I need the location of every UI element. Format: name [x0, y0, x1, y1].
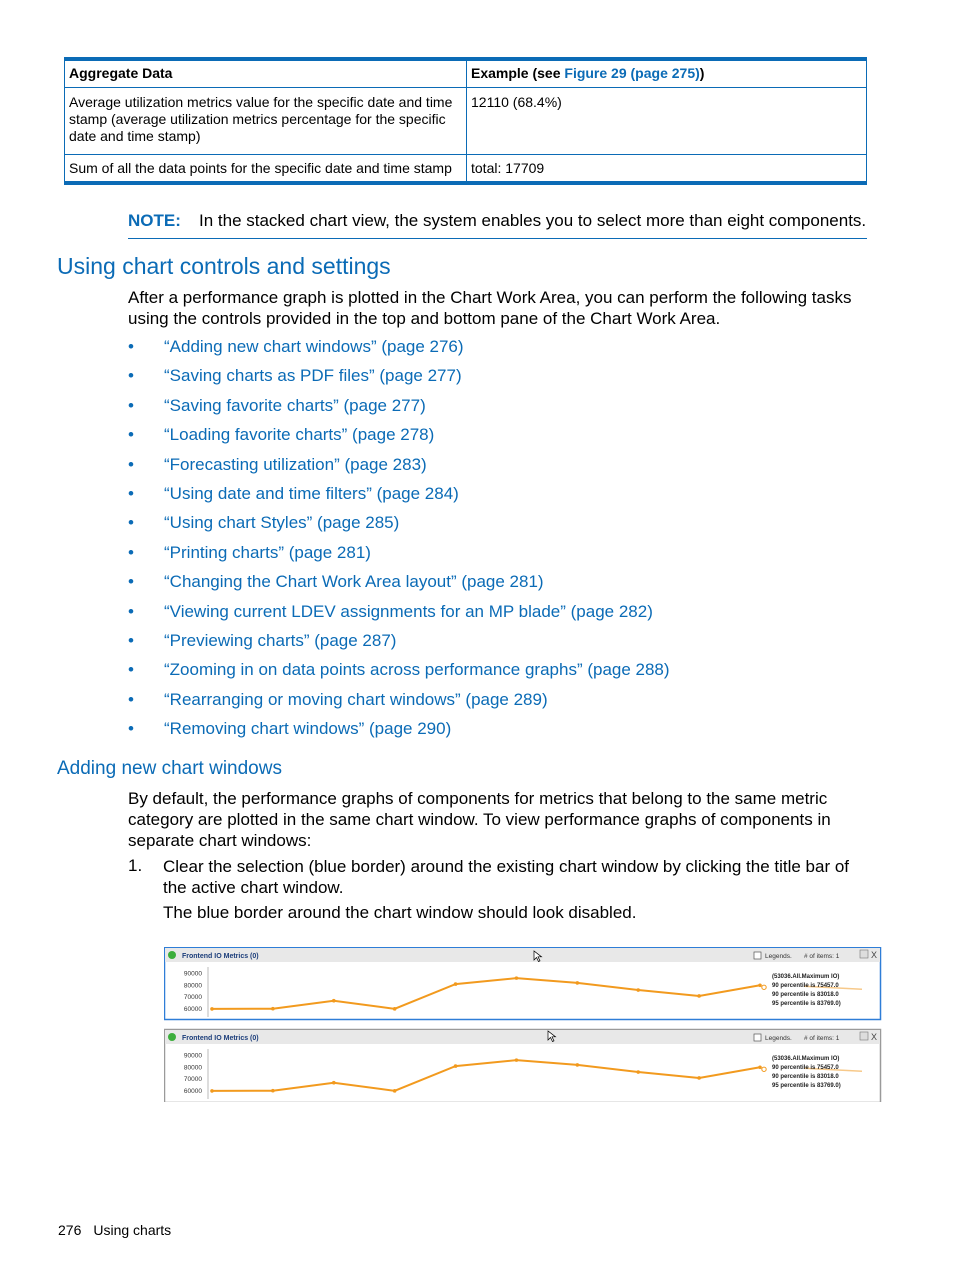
legend-label: Legends.: [765, 1035, 792, 1042]
aggregate-data-table: [64, 58, 867, 182]
table-cell: 12110 (68.4%): [467, 88, 867, 155]
y-tick-label: 70000: [183, 1076, 202, 1084]
cross-reference-link[interactable]: “Saving charts as PDF files” (page 277): [164, 366, 462, 386]
status-check-icon: [168, 1033, 176, 1041]
bullet-icon: •: [128, 572, 134, 592]
note-text: In the stacked chart view, the system enables you to select more than eight components.: [199, 211, 867, 230]
data-point: [576, 981, 580, 985]
bullet-icon: •: [128, 630, 134, 650]
data-point: [636, 1070, 640, 1074]
window-menu-icon: [860, 950, 868, 958]
y-tick-label: 80000: [183, 982, 202, 990]
subsection-heading: Adding new chart windows: [57, 758, 282, 779]
table-cell: Average utilization metrics value for the specific date and time stamp (average utilization metrics percentage for the specific date and time stamp): [65, 88, 467, 155]
list-item: [128, 543, 670, 572]
legend-text: (53036.All.Maximum IO): [772, 1056, 840, 1062]
bullet-icon: •: [128, 719, 134, 739]
cross-reference-link[interactable]: “Viewing current LDEV assignments for an MP blade” (page 282): [164, 601, 653, 621]
cross-reference-link[interactable]: “Previewing charts” (page 287): [164, 630, 397, 650]
chart-title: Frontend IO Metrics (0): [182, 1035, 259, 1042]
list-item: [128, 690, 670, 719]
list-item: [128, 484, 670, 513]
subsection-intro: By default, the performance graphs of components for metrics that belong to the same metric category are plotted in the same chart window. To view performance graphs of components in separate chart windows:: [128, 789, 831, 850]
cross-reference-link[interactable]: “Zooming in on data points across performance graphs” (page 288): [164, 660, 670, 680]
legend-text: 90 percentile is 75457.0: [772, 1065, 839, 1071]
list-item: [128, 602, 670, 631]
cross-reference-link[interactable]: “Loading favorite charts” (page 278): [164, 425, 435, 445]
cross-reference-link[interactable]: “Printing charts” (page 281): [164, 542, 371, 562]
data-point: [454, 1064, 458, 1068]
note-label: NOTE:: [128, 211, 181, 230]
bullet-icon: •: [128, 689, 134, 709]
bullet-icon: •: [128, 660, 134, 680]
list-item: [128, 513, 670, 542]
legend-checkbox: [754, 952, 761, 959]
figure-link[interactable]: Figure 29 (page 275): [564, 64, 700, 81]
data-point: [210, 1007, 214, 1011]
step-text: Clear the selection (blue border) around the existing chart window by clicking the title bar of the active chart window.: [163, 857, 850, 897]
list-item: [128, 337, 670, 366]
step-number: 1.: [128, 856, 143, 875]
y-tick-label: 90000: [183, 970, 202, 978]
list-item: [128, 455, 670, 484]
status-check-icon: [168, 951, 176, 959]
legend-label: Legends.: [765, 953, 792, 960]
data-point: [697, 994, 701, 998]
table-cell: total: 17709: [467, 155, 867, 182]
y-tick-label: 90000: [183, 1052, 202, 1060]
table-bottom-rule: [64, 182, 867, 185]
section-heading: Using chart controls and settings: [57, 253, 391, 279]
chart-title: Frontend IO Metrics (0): [182, 953, 259, 960]
bullet-icon: •: [128, 513, 134, 533]
y-tick-label: 80000: [183, 1064, 202, 1072]
legend-text: 90 percentile is 83018.0: [772, 1074, 839, 1080]
legend-text: (53036.All.Maximum IO): [772, 974, 840, 980]
header-example-text: Example (see: [471, 64, 565, 81]
list-item: [128, 631, 670, 660]
data-point: [636, 988, 640, 992]
items-count: # of items: 1: [804, 953, 840, 960]
data-point: [393, 1007, 397, 1011]
cross-reference-link[interactable]: “Using date and time filters” (page 284): [164, 483, 459, 503]
legend-text: 90 percentile is 83018.0: [772, 992, 839, 998]
header-close-paren: ): [699, 64, 705, 81]
link-list: [128, 337, 670, 748]
bullet-icon: •: [128, 601, 134, 621]
table-header-example: [467, 59, 867, 88]
cross-reference-link[interactable]: “Using chart Styles” (page 285): [164, 513, 400, 533]
cross-reference-link[interactable]: “Rearranging or moving chart windows” (page 289): [164, 689, 548, 709]
window-menu-icon: [860, 1032, 868, 1040]
page-footer: [58, 1222, 183, 1238]
table-cell: Sum of all the data points for the specific date and time stamp: [65, 155, 467, 182]
data-point: [271, 1007, 275, 1011]
data-point: [758, 1065, 762, 1069]
items-count: # of items: 1: [804, 1035, 840, 1042]
bullet-icon: •: [128, 483, 134, 503]
legend-text: 90 percentile is 75457.0: [772, 983, 839, 989]
data-point: [210, 1089, 214, 1093]
data-point: [576, 1063, 580, 1067]
cross-reference-link[interactable]: “Changing the Chart Work Area layout” (page 281): [164, 572, 544, 592]
page-number: 276: [58, 1222, 82, 1238]
legend-text: 95 percentile is 83769.0): [772, 1001, 841, 1007]
cross-reference-link[interactable]: “Saving favorite charts” (page 277): [164, 395, 426, 415]
list-item: [128, 366, 670, 395]
data-point: [454, 982, 458, 986]
close-icon: X: [871, 1032, 878, 1042]
step-note: The blue border around the chart window should look disabled.: [163, 903, 637, 922]
cross-reference-link[interactable]: “Adding new chart windows” (page 276): [164, 337, 464, 356]
chart-windows-screenshot: [164, 947, 882, 1102]
legend-checkbox: [754, 1034, 761, 1041]
bullet-icon: •: [128, 395, 134, 415]
chart-window: [165, 1030, 881, 1103]
list-item: [128, 719, 670, 748]
cross-reference-link[interactable]: “Forecasting utilization” (page 283): [164, 454, 427, 474]
section-intro: After a performance graph is plotted in the Chart Work Area, you can perform the following tasks using the controls provided in the top and bottom pane of the Chart Work Area.: [128, 288, 852, 328]
data-point: [758, 983, 762, 987]
bullet-icon: •: [128, 425, 134, 445]
data-point: [332, 1081, 336, 1085]
table-header-aggregate: Aggregate Data: [65, 59, 467, 88]
close-icon: X: [871, 950, 878, 960]
data-point: [697, 1076, 701, 1080]
y-tick-label: 60000: [183, 1006, 202, 1014]
cross-reference-link[interactable]: “Removing chart windows” (page 290): [164, 719, 452, 739]
data-point: [332, 999, 336, 1003]
bullet-icon: •: [128, 366, 134, 386]
footer-section: Using charts: [93, 1222, 172, 1238]
data-point: [515, 1058, 519, 1062]
list-item: [128, 425, 670, 454]
bullet-icon: •: [128, 454, 134, 474]
bullet-icon: •: [128, 542, 134, 562]
chart-window: [165, 948, 881, 1020]
y-tick-label: 70000: [183, 994, 202, 1002]
note-rule: [128, 238, 867, 239]
data-point: [271, 1089, 275, 1093]
list-item: [128, 572, 670, 601]
data-point: [515, 976, 519, 980]
list-item: [128, 396, 670, 425]
list-item: [128, 660, 670, 689]
bullet-icon: •: [128, 337, 134, 356]
data-point: [393, 1089, 397, 1093]
y-tick-label: 60000: [183, 1088, 202, 1096]
legend-text: 95 percentile is 83769.0): [772, 1083, 841, 1089]
